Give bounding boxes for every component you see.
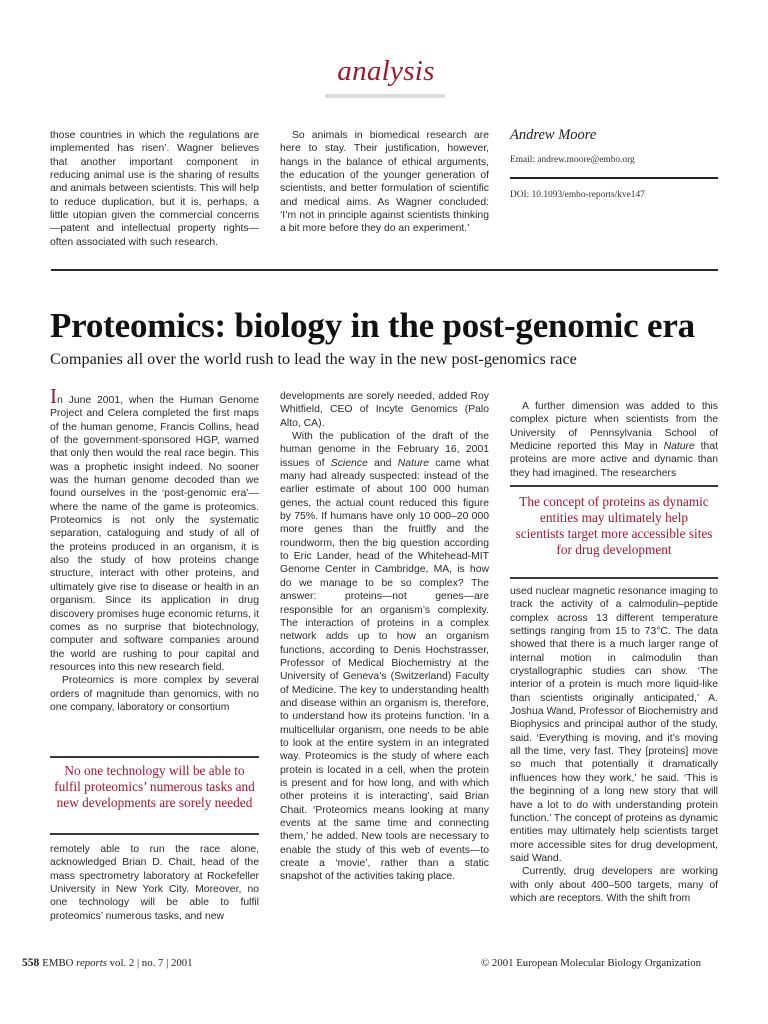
previous-article-column-1: [50, 129, 259, 249]
pullquote-rule-bottom: [50, 833, 259, 835]
drop-cap: I: [50, 384, 57, 408]
article-column-3: [510, 400, 718, 480]
article-paragraph: In June 2001, when the Human Genome Project and Celera completed the first maps of the human genome, Francis Collins, head of the government-sponsored HGP, warned that only then would the real race begin. This was a prophetic insight indeed. No sooner was the human genome decoded than we found ourselves in the ‘post-genomic era’—where the name of the game is proteomics. Proteomics is not only the systematic separation, cataloguing and study of all of the proteins produced in an organism, it is also the study of how proteins change structure, interact with other proteins, and ultimately give rise to disease or health in an organism. Since its application in drug discovery promises huge economic returns, it comes as no surprise that biotechnology, computer and software companies around the world are rushing to pour capital and resources into this new research field.: [50, 384, 259, 673]
page-number: 558: [22, 957, 40, 969]
copyright-notice: © 2001 European Molecular Biology Organization: [481, 957, 701, 969]
pullquote-2: The concept of proteins as dynamic entities may ultimately help scientists target more accessible sites for drug development: [515, 494, 713, 557]
pullquote-rule-top: [510, 485, 718, 487]
article-paragraph: remotely able to run the race alone, acknowledged Brian D. Chait, head of the mass spectrometry laboratory at Rockefeller University in New York City. Moreover, no one technology will be able to fulfil proteomics’ numerous tasks, and new: [50, 844, 259, 922]
section-label: analysis: [337, 55, 435, 87]
article-paragraph: Currently, drug developers are working with only about 400–500 targets, many of which are receptors. With the shift from: [510, 866, 718, 904]
article-subtitle: Companies all over the world rush to lead the way in the new post-genomics race: [50, 350, 577, 368]
article-paragraph: developments are sorely needed, added Roy Whitfield, CEO of Incyte Genomics (Palo Alto, CA).: [280, 391, 489, 429]
article-paragraph: With the publication of the draft of the human genome in the February 16, 2001 issues of Science and Nature came what many had already suspected: instead of the earlier estimate of about 100 000 human genes, the actual count reduced this figure by 75%. If humans have only 10 000–20 000 more genes than the fruitfly and the roundworm, then the big question according to Eric Lander, head of the Whitehead-MIT Genome Center in Cambridge, MA, is how do we manage to be so complex? The answer: proteins—not genes—are responsible for an organism’s complexity. The interaction of proteins in a complex network adds up to how an organism functions, according to Denis Hochstrasser, Professor of Medical Biochemistry at the University of Geneva’s (Switzerland) Faculty of Medicine. The key to understanding health and disease within an organism is, therefore, to understand how its proteins function. ‘In a multicellular organism, one needs to be able to look at the entire system in an integrated way. Proteomics is the study of where each protein is located in a cell, when the protein is present and for how long, and with which other proteins it is interacting’, said Brian Chait. ‘Proteomics means looking at many events at the same time and connecting them,’ he added. New tools are necessary to enable the study of this web of events—to create a ‘movie’, rather than a static snapshot of the activities taking place.: [280, 431, 489, 883]
page-footer-citation: 558 EMBO reports vol. 2 | no. 7 | 2001: [22, 957, 193, 969]
journal-name: reports: [76, 957, 107, 969]
section-divider: [51, 269, 718, 271]
previous-article-paragraph: So animals in biomedical research are here to stay. Their justification, however, hangs in the balance of ethical arguments, the education of the younger generation of scientists, and better formulation of scientific and medical aims. As Wagner concluded: ‘I’m not in principle against scientists thinking a bit more before they do an experiment.’: [280, 130, 489, 235]
article-column-1: [50, 384, 259, 714]
author-divider: [510, 177, 718, 179]
author-name: Andrew Moore: [510, 127, 597, 143]
section-label-underline: [325, 94, 445, 98]
article-title: Proteomics: biology in the post-genomic era: [50, 306, 695, 345]
previous-article-column-2: [280, 129, 489, 236]
journal-name-science: Science: [330, 457, 368, 469]
journal-name-nature: Nature: [663, 441, 695, 453]
author-block: [510, 127, 718, 200]
article-column-2: [280, 390, 489, 884]
author-email[interactable]: Email: andrew.moore@embo.org: [510, 155, 635, 165]
pullquote-1: No one technology will be able to fulfil proteomics’ numerous tasks and new developments are sorely needed: [54, 763, 255, 810]
article-column-3-continued: [510, 585, 718, 905]
pullquote-rule-top: [50, 756, 259, 758]
article-paragraph: Proteomics is more complex by several orders of magnitude than genomics, with no one company, laboratory or consortium: [50, 675, 259, 713]
issue-info: vol. 2 | no. 7 | 2001: [106, 957, 193, 969]
pullquote-rule-bottom: [510, 577, 718, 579]
article-paragraph: used nuclear magnetic resonance imaging to track the activity of a calmodulin–peptide complex across 13 different temperature settings ranging from 15 to 73°C. The data showed that there is a much larger range of internal motion in calmodulin than crystallographic studies can show. ‘The interior of a protein is much more liquid-like than scientists originally anticipated,’ A. Joshua Wand, Professor of Biochemistry and Biophysics and principal author of the study, said. ‘Everything is moving, and it’s moving all the time, very fast. They [proteins] move so much that potentially it dramatically influences how they work,’ he said. ‘This is the beginning of a long new story that will have a lot to do with understanding protein function.’ The concept of proteins as dynamic entities may ultimately help scientists target more accessible sites for drug development, said Wand.: [510, 586, 718, 864]
journal-name-nature: Nature: [397, 457, 429, 469]
article-paragraph: A further dimension was added to this complex picture when scientists from the University of Pennsylvania School of Medicine reported this May in Nature that proteins are more active and dynamic than they had imagined. The researchers: [510, 401, 718, 479]
article-doi[interactable]: DOI: 10.1093/embo-reports/kve147: [510, 189, 645, 200]
article-column-1-continued: [50, 843, 259, 923]
previous-article-paragraph: those countries in which the regulations are implemented has risen’. Wagner believes that another important component in reducing animal use is the sharing of results and animals between scientists. This will help to reduce duplication, but it is, perhaps, a little utopian given the commercial concerns—patent and intellectual property rights—often associated with such research.: [50, 130, 259, 248]
